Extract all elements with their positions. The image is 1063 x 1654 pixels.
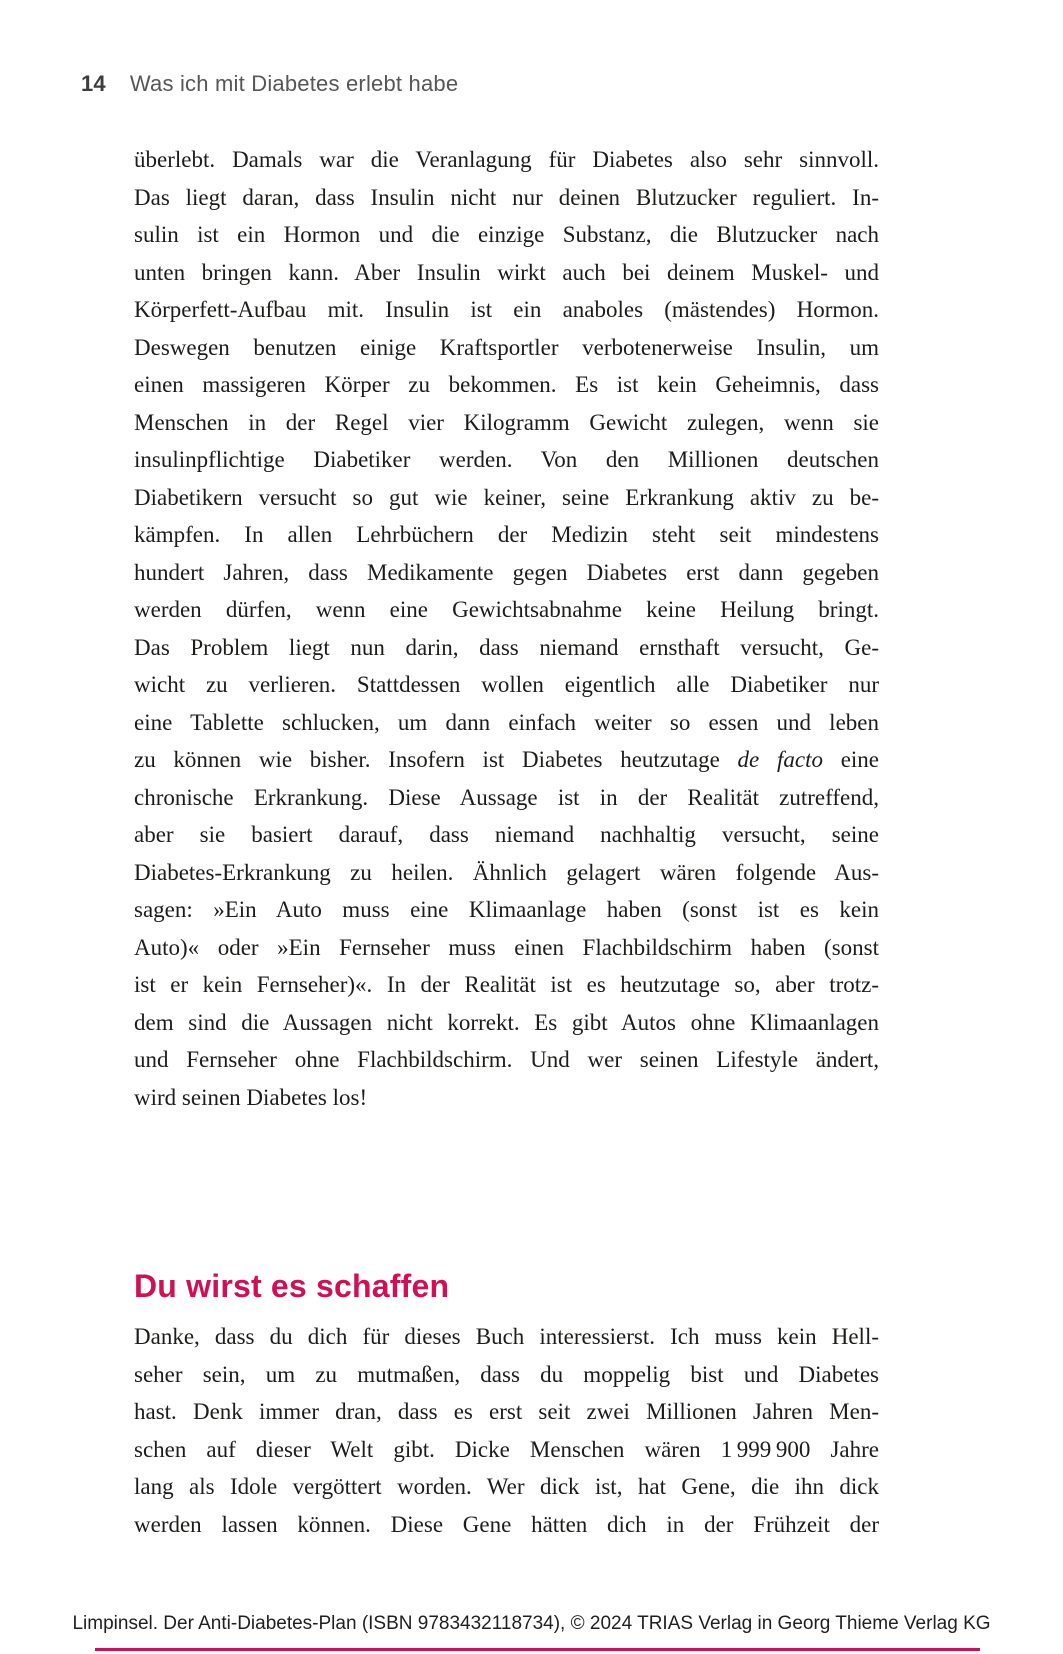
text-line: seher sein, um zu mutmaßen, dass du moppelig bist und Diabetes [134, 1361, 879, 1387]
text-line: unten bringen kann. Aber Insulin wirkt auch bei deinem Muskel- und [134, 259, 879, 285]
text-line: Deswegen benutzen einige Kraftsportler verbotenerweise Insulin, um [134, 334, 879, 360]
text-line: sulin ist ein Hormon und die einzige Substanz, die Blutzucker nach [134, 222, 879, 247]
text-line: ist er kein Fernseher)«. In der Realität ist es heutzutage so, aber trotz- [134, 972, 879, 997]
running-header [81, 70, 458, 97]
text-line: einen massigeren Körper zu bekommen. Es ist kein Geheimnis, dass [134, 372, 879, 397]
chapter-title: Was ich mit Diabetes erlebt habe [129, 71, 459, 96]
text-line: wicht zu verlieren. Stattdessen wollen eigentlich alle Diabetiker nur [134, 672, 879, 697]
body-paragraph-2 [134, 1318, 879, 1543]
text-line: aber sie basiert darauf, dass niemand nachhaltig versucht, seine [134, 822, 879, 847]
text-line: Diabetes-Erkrankung zu heilen. Ähnlich gelagert wären folgende Aus- [134, 859, 879, 885]
text-line: Das liegt daran, dass Insulin nicht nur deinen Blutzucker reguliert. In- [134, 184, 879, 210]
text-line: Körperfett-Aufbau mit. Insulin ist ein anaboles (mästendes) Hormon. [134, 297, 879, 322]
text-line: zu können wie bisher. Insofern ist Diabetes heutzutage de facto eine [134, 747, 879, 772]
text-line: überlebt. Damals war die Veranlagung für Diabetes also sehr sinnvoll. [134, 147, 879, 172]
text-line: Danke, dass du dich für dieses Buch interessierst. Ich muss kein Hell- [134, 1324, 879, 1349]
footer-accent-rule [95, 1648, 980, 1651]
body-paragraph-1 [134, 141, 879, 1116]
page-number: 14 [81, 71, 106, 96]
text-line: schen auf dieser Welt gibt. Dicke Menschen wären 1 999 900 Jahre [134, 1436, 879, 1462]
text-line: hast. Denk immer dran, dass es erst seit zwei Millionen Jahren Men- [134, 1399, 879, 1424]
footer-copyright-line: Limpinsel. Der Anti-Diabetes-Plan (ISBN 9783432118734), © 2024 TRIAS Verlag in Georg Thieme Verlag KG [72, 1613, 991, 1634]
text-line: eine Tablette schlucken, um dann einfach weiter so essen und leben [134, 709, 879, 735]
text-line: wird seinen Diabetes los! [134, 1084, 368, 1110]
text-line: Das Problem liegt nun darin, dass niemand ernsthaft versucht, Ge- [134, 634, 879, 660]
text-line: lang als Idole vergöttert worden. Wer dick ist, hat Gene, die ihn dick [134, 1474, 879, 1499]
text-line: kämpfen. In allen Lehrbüchern der Medizin steht seit mindestens [134, 522, 879, 547]
text-line: Auto)« oder »Ein Fernseher muss einen Flachbildschirm haben (sonst [134, 934, 879, 960]
text-line: Diabetikern versucht so gut wie keiner, seine Erkrankung aktiv zu be- [134, 484, 879, 510]
text-line: hundert Jahren, dass Medikamente gegen Diabetes erst dann gegeben [134, 559, 879, 585]
text-line: und Fernseher ohne Flachbildschirm. Und wer seinen Lifestyle ändert, [134, 1047, 879, 1072]
text-line: sagen: »Ein Auto muss eine Klimaanlage haben (sonst ist es kein [134, 897, 879, 922]
text-line: werden lassen können. Diese Gene hätten dich in der Frühzeit der [134, 1511, 879, 1537]
text-line: insulinpflichtige Diabetiker werden. Von den Millionen deutschen [134, 447, 879, 472]
text-line: Menschen in der Regel vier Kilogramm Gewicht zulegen, wenn sie [134, 409, 879, 435]
text-line: dem sind die Aussagen nicht korrekt. Es gibt Autos ohne Klimaanlagen [134, 1009, 879, 1035]
section-heading: Du wirst es schaffen [134, 1267, 450, 1304]
text-line: werden dürfen, wenn eine Gewichtsabnahme keine Heilung bringt. [134, 597, 879, 622]
text-line: chronische Erkrankung. Diese Aussage ist in der Realität zutreffend, [134, 784, 879, 810]
